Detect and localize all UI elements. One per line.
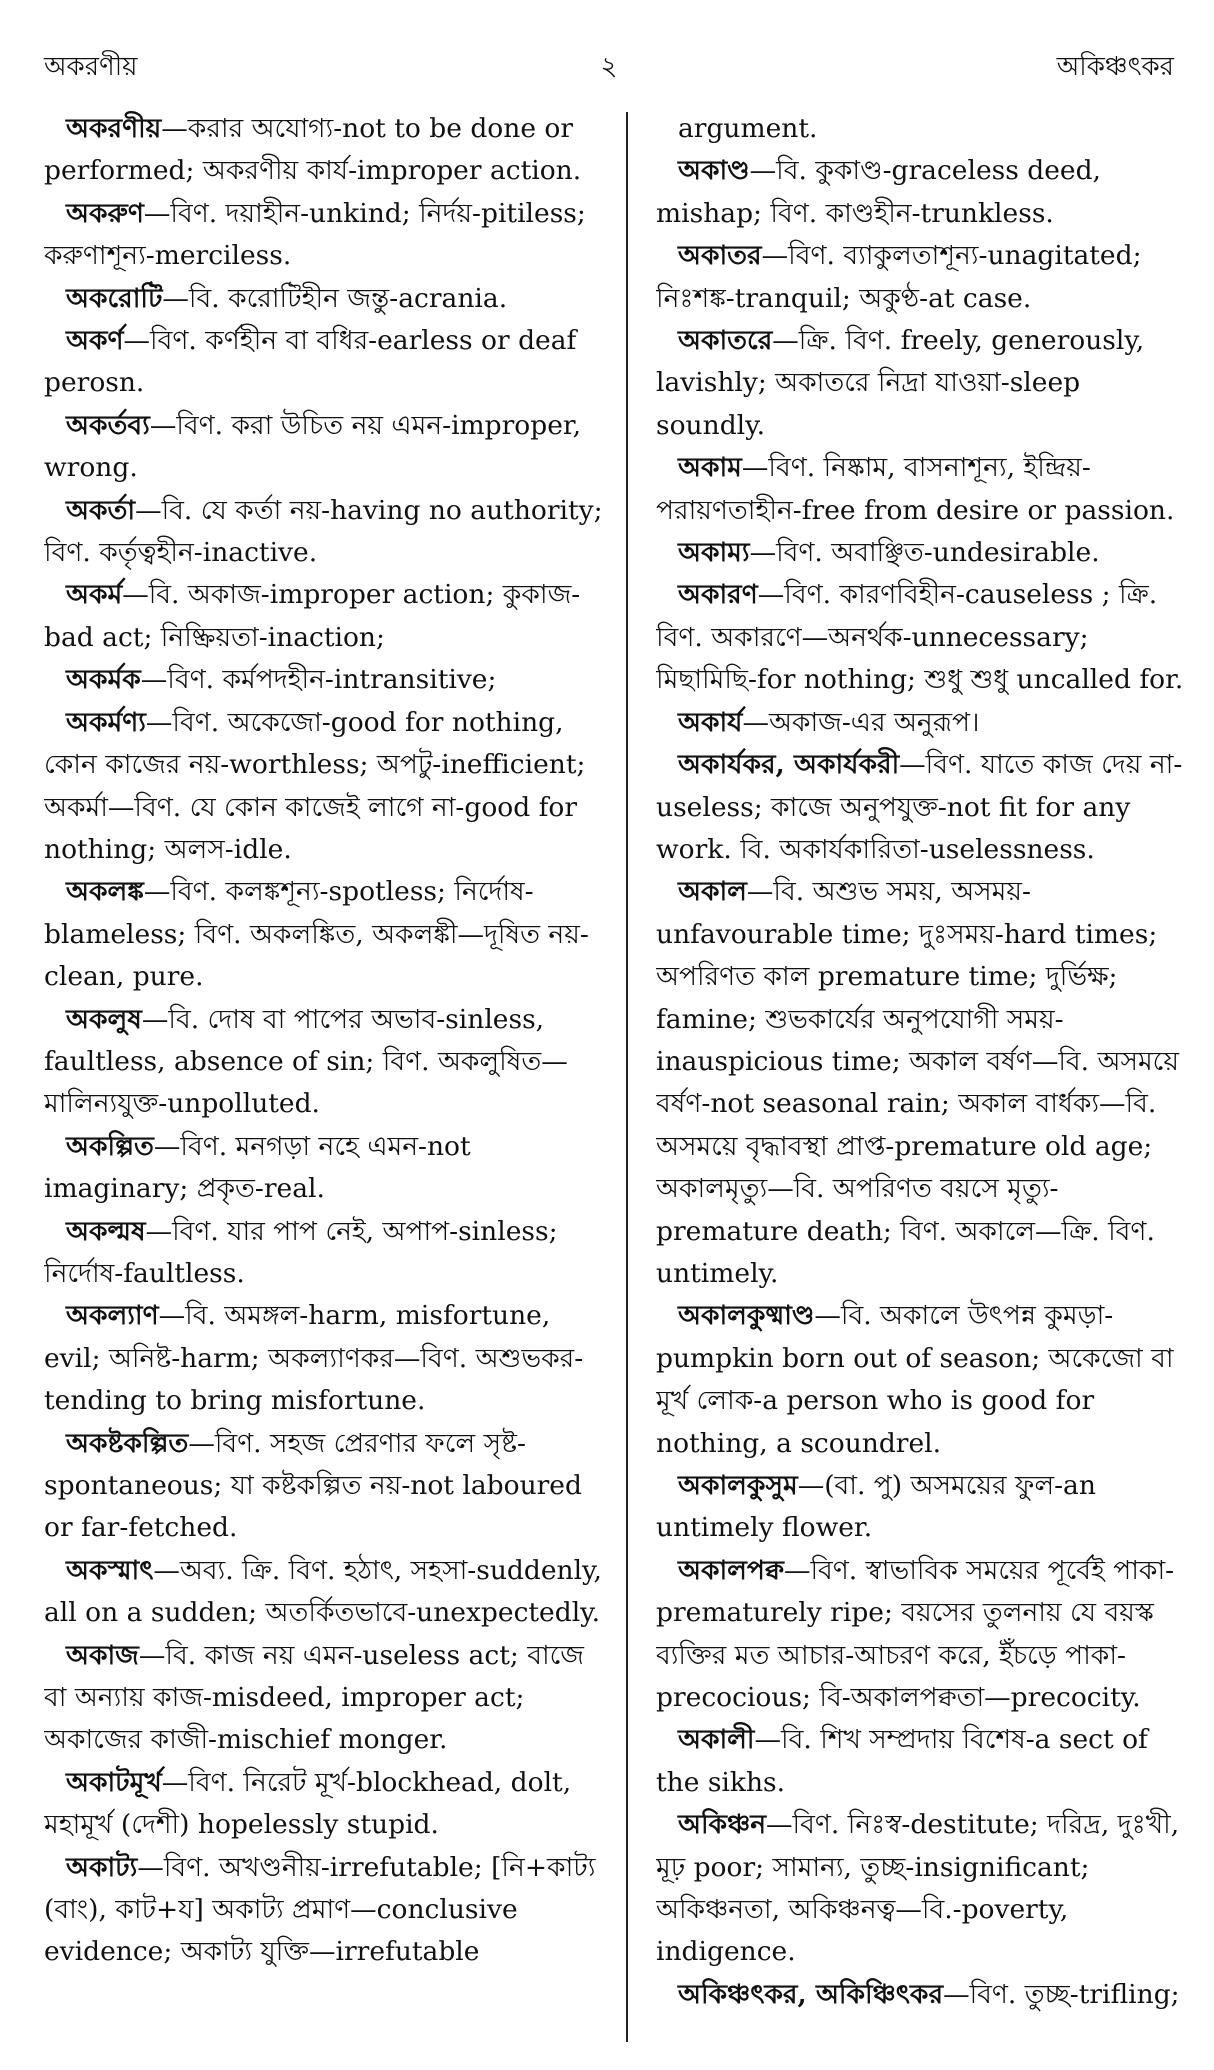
entry-definition: —বিণ. মনগড়া নহে এমন-not imaginary; প্রকৃত-real. (44, 1130, 471, 1205)
dictionary-entry (656, 1550, 1188, 1720)
entry-definition: —বিণ. কর্ণহীন বা বধির-earless or deaf perosn. (44, 325, 577, 399)
entry-definition: —করার অযোগ্য-not to be done or performed; অকরণীয় কার্য-improper action. (44, 113, 582, 187)
dictionary-entry (44, 1295, 604, 1422)
page-header (44, 44, 1174, 92)
dictionary-entry (44, 1762, 604, 1847)
entry-definition: —বিণ. যাতে কাজ দেয় না-useless; কাজে অনুপযুক্ত-not fit for any work. বি. অকার্যকারিতা-uselessness. (656, 749, 1183, 865)
page-number: ২ (600, 52, 618, 82)
dictionary-entry (656, 702, 1188, 744)
header-left-guide-word: অকরণীয় (44, 52, 138, 82)
entry-headword: অকারণ (678, 579, 758, 611)
entry-definition: —বিণ. অবাঞ্ছিত-undesirable. (749, 537, 1100, 569)
entry-headword: অকর্ম (66, 579, 123, 611)
entry-definition: —বিণ. নিষ্কাম, বাসনাশূন্য, ইন্দ্রিয়-পরায়ণতাহীন-free from desire or passion. (656, 452, 1175, 526)
entry-headword: অকল্যাণ (66, 1300, 159, 1332)
dictionary-entry (656, 871, 1188, 1295)
entry-headword: অকাম (678, 452, 742, 484)
entry-headword: অকর্মক (66, 664, 141, 696)
dictionary-entry (44, 193, 604, 278)
entry-definition: —বি. কাজ নয় এমন-useless act; বাজে বা অন্যায় কাজ-misdeed, improper act; অকাজের কাজী-mischief monger. (44, 1639, 584, 1756)
entry-headword: অকালকুষ্মাণ্ড (678, 1300, 815, 1332)
dictionary-entry (656, 1465, 1188, 1550)
entry-definition: —বি. অকালে উৎপন্ন কুমড়া-pumpkin born out of season; অকেজো বা মূর্খ লোক-a person who is good for nothing, a scoundrel. (656, 1300, 1174, 1459)
entry-headword: অকাণ্ড (678, 155, 750, 187)
dictionary-entry (656, 320, 1188, 447)
entry-definition: —বিণ. নিরেট মূর্খ-blockhead, dolt, মহামূর্খ (দেশী) hopelessly stupid. (44, 1766, 572, 1841)
dictionary-entry (656, 1974, 1188, 2016)
left-column (44, 108, 604, 2040)
dictionary-entry (44, 1211, 604, 1296)
entry-definition: —বি. যে কর্তা নয়-having no authority; বিণ. কর্তৃত্বহীন-inactive. (44, 494, 603, 569)
entry-definition: —বিণ. ব্যাকুলতাশূন্য-unagitated; নিঃশঙ্ক-tranquil; অকুণ্ঠ-at case. (656, 240, 1142, 314)
dictionary-entry (44, 1126, 604, 1211)
entry-definition: —বি. কুকাণ্ড-graceless deed, mishap; বিণ. কাণ্ডহীন-trunkless. (656, 155, 1101, 229)
entry-headword: অকর্তব্য (66, 409, 150, 441)
dictionary-entry (656, 108, 1188, 150)
dictionary-entry (44, 278, 604, 320)
dictionary-entry (44, 1847, 604, 1974)
entry-headword: অকাটমূর্খ (66, 1766, 162, 1798)
entry-headword: অকল্পিত (66, 1130, 154, 1162)
entry-headword: অকাতরে (678, 325, 773, 357)
dictionary-entry (656, 1804, 1188, 1974)
entry-definition: —বিণ. স্বাভাবিক সময়ের পূর্বেই পাকা-prematurely ripe; বয়সের তুলনায় যে বয়স্ক ব্যক্তির মত আচার-আচরণ করে, ইঁচড়ে পাকা-precocious; বি-অকালপক্বতা—precocity. (656, 1554, 1175, 1714)
entry-definition: —বিণ. কর্মপদহীন-intransitive; (140, 664, 497, 696)
entry-headword: অকালকুসুম (678, 1470, 798, 1501)
entry-headword: অকলঙ্ক (66, 876, 144, 908)
entry-definition: —বিণ. নিঃস্ব-destitute; দরিদ্র, দুঃখী, মূঢ় poor; সামান্য, তুচ্ছ-insignificant; অকিঞ্চনতা, অকিঞ্চনত্ব—বি.-poverty, indigence. (656, 1809, 1180, 1968)
dictionary-entry (656, 235, 1188, 320)
entry-definition: —বিণ. কারণবিহীন-causeless ; ক্রি. বিণ. অকারণে—অনর্থক-unnecessary; মিছামিছি-for nothing; শুধু শুধু uncalled for. (656, 579, 1184, 696)
entry-headword: অকার্য (678, 706, 743, 738)
entry-definition: —ক্রি. বিণ. freely, generously, lavishly; অকাতরে নিদ্রা যাওয়া-sleep soundly. (656, 325, 1145, 441)
dictionary-entry (44, 1635, 604, 1762)
entry-headword: অকষ্টকল্পিত (66, 1427, 189, 1459)
entry-headword: অকস্মাৎ (66, 1554, 154, 1586)
entry-definition: —(বা. পু) অসময়ের ফুল-an untimely flower. (656, 1470, 1096, 1544)
dictionary-entry (656, 150, 1188, 235)
dictionary-entry (44, 659, 604, 701)
dictionary-entry (44, 108, 604, 193)
entry-headword: অকলুষ (66, 1003, 142, 1035)
entry-definition: —বিণ. দয়াহীন-unkind; নির্দয়-pitiless; করুণাশূন্য-merciless. (44, 197, 586, 272)
entry-headword: অকিঞ্চন (678, 1809, 767, 1841)
entry-headword: অকর্মণ্য (66, 706, 146, 738)
right-column (656, 108, 1188, 2040)
dictionary-entry (656, 1295, 1188, 1465)
entry-headword: অকার্যকর, অকার্যকরী (678, 749, 900, 781)
dictionary-entry (656, 1719, 1188, 1804)
entry-headword: অকল্মষ (66, 1215, 146, 1247)
dictionary-entry (44, 871, 604, 998)
dictionary-entry (44, 405, 604, 490)
entry-headword: অকরুণ (66, 197, 144, 229)
dictionary-entry (44, 320, 604, 405)
entry-definition: —বিণ. অকেজো-good for nothing, কোন কাজের নয়-worthless; অপটু-inefficient; অকর্মা—বিণ. যে কোন কাজেই লাগে না-good for nothing; অলস-idle. (44, 706, 586, 865)
entry-headword: অকাট্য (66, 1851, 138, 1883)
entry-headword: অকরণীয় (66, 113, 162, 144)
column-divider (626, 112, 628, 2042)
entry-definition: —অব্য. ক্রি. বিণ. হঠাৎ, সহসা-suddenly, all on a sudden; অতর্কিতভাবে-unexpectedly. (44, 1554, 602, 1629)
entry-headword: অকাজ (66, 1639, 139, 1671)
dictionary-entry (656, 447, 1188, 532)
header-right-guide-word: অকিঞ্চৎকর (1056, 52, 1174, 82)
dictionary-entry (44, 1550, 604, 1635)
entry-headword: অকালী (678, 1724, 755, 1756)
entry-definition: —বি. অশুভ সময়, অসময়-unfavourable time; দুঃসময়-hard times; অপরিণত কাল premature time; দুর্ভিক্ষ; famine; শুভকার্যের অনুপযোগী সময়-inauspicious time; অকাল বর্ষণ—বি. অসময়ে বর্ষণ-not seasonal rain; অকাল বার্ধক্য—বি. অসময়ে বৃদ্ধাবস্থা প্রাপ্ত-premature old age; অকালমৃত্যু—বি. অপরিণত বয়সে মৃত্যু-premature death; বিণ. অকালে—ক্রি. বিণ. untimely. (656, 876, 1179, 1289)
entry-headword: অকালপক্ব (678, 1554, 784, 1586)
entry-headword: অকাম্য (678, 537, 750, 569)
entry-definition: —বি. করোটিহীন জন্তু-acrania. (162, 282, 508, 314)
dictionary-entry (44, 999, 604, 1126)
entry-headword: অকাতর (678, 240, 762, 272)
entry-definition: —বি. শিখ সম্প্রদায় বিশেষ-a sect of the sikhs. (656, 1724, 1148, 1798)
dictionary-entry (656, 744, 1188, 871)
entry-definition: —বিণ. কলঙ্কশূন্য-spotless; নির্দোষ-blameless; বিণ. অকলঙ্কিত, অকলঙ্কী—দূষিত নয়-clean, pure. (44, 876, 589, 993)
entry-definition: argument. (678, 113, 818, 144)
dictionary-entry (44, 574, 604, 659)
entry-headword: অকর্ণ (66, 325, 124, 357)
entry-definition: —বি. অকাজ-improper action; কুকাজ-bad act; নিষ্ক্রিয়তা-inaction; (44, 579, 581, 653)
entry-headword: অকিঞ্চৎকর, অকিঞ্চিৎকর (678, 1978, 944, 2010)
entry-definition: —বি. অমঙ্গল-harm, misfortune, evil; অনিষ্ট-harm; অকল্যাণকর—বিণ. অশুভকর-tending to bring misfortune. (44, 1300, 584, 1417)
entry-definition: —বিণ. সহজ প্রেরণার ফলে সৃষ্ট-spontaneous; যা কষ্টকল্পিত নয়-not laboured or far-fetched. (44, 1427, 582, 1544)
entry-headword: অকাল (678, 876, 747, 908)
entry-definition: —বিণ. যার পাপ নেই, অপাপ-sinless; নির্দোষ-faultless. (44, 1215, 558, 1289)
dictionary-entry (44, 702, 604, 872)
dictionary-entry (44, 490, 604, 575)
entry-headword: অকর্তা (66, 494, 136, 526)
entry-definition: —বিণ. অখণ্ডনীয়-irrefutable; [নি+কাট্য (বাং), কাট+য] অকাট্য প্রমাণ—conclusive evidence; অকাট্য যুক্তি—irrefutable (44, 1851, 596, 1968)
entry-definition: —বিণ. করা উচিত নয় এমন-improper, wrong. (44, 409, 582, 484)
entry-definition: —বিণ. তুচ্ছ-trifling; (943, 1978, 1180, 2010)
dictionary-entry (656, 574, 1188, 701)
dictionary-entry (656, 532, 1188, 574)
entry-definition: —বি. দোষ বা পাপের অভাব-sinless, faultless, absence of sin; বিণ. অকলুষিত—মালিন্যযুক্ত-unpolluted. (44, 1003, 568, 1120)
entry-definition: —অকাজ-এর অনুরূপ। (742, 706, 980, 738)
entry-headword: অকরোটি (66, 282, 163, 314)
dictionary-entry (44, 1423, 604, 1550)
